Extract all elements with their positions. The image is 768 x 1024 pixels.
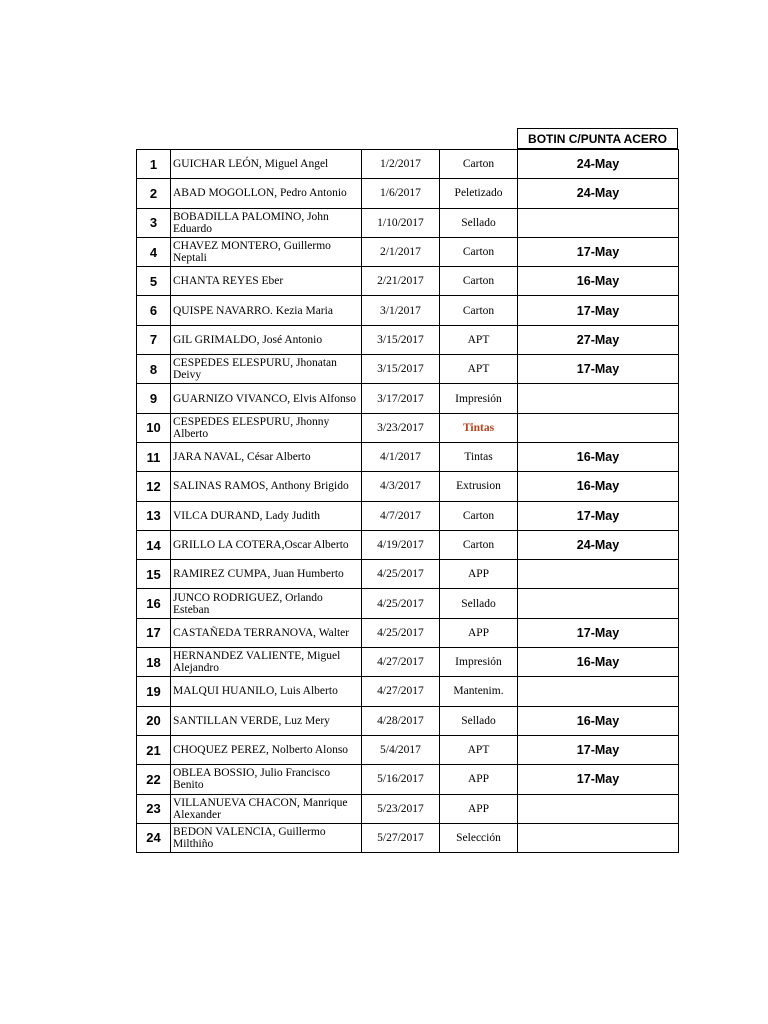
row-number: 19 xyxy=(137,677,171,706)
boot-delivery-date: 16-May xyxy=(518,267,679,296)
employee-name: VILLANUEVA CHACON, Manrique Alexander xyxy=(171,794,362,823)
row-number: 17 xyxy=(137,618,171,647)
work-area: Carton xyxy=(440,150,518,179)
work-area: Carton xyxy=(440,296,518,325)
employee-name: GIL GRIMALDO, José Antonio xyxy=(171,325,362,354)
start-date: 4/3/2017 xyxy=(362,472,440,501)
row-number: 7 xyxy=(137,325,171,354)
work-area: Tintas xyxy=(440,413,518,442)
work-area: APP xyxy=(440,560,518,589)
boot-delivery-date xyxy=(518,823,679,852)
employee-name: GUARNIZO VIVANCO, Elvis Alfonso xyxy=(171,384,362,413)
table-row xyxy=(137,765,679,794)
boot-delivery-date xyxy=(518,677,679,706)
table-row xyxy=(137,560,679,589)
start-date: 3/17/2017 xyxy=(362,384,440,413)
employee-name: BOBADILLA PALOMINO, John Eduardo xyxy=(171,208,362,237)
employee-name: VILCA DURAND, Lady Judith xyxy=(171,501,362,530)
start-date: 4/27/2017 xyxy=(362,648,440,677)
employee-name: CASTAÑEDA TERRANOVA, Walter xyxy=(171,618,362,647)
employee-name: SANTILLAN VERDE, Luz Mery xyxy=(171,706,362,735)
table-row xyxy=(137,179,679,208)
employee-table xyxy=(136,149,679,853)
row-number: 2 xyxy=(137,179,171,208)
employee-name: JUNCO RODRIGUEZ, Orlando Esteban xyxy=(171,589,362,618)
boot-delivery-date xyxy=(518,560,679,589)
work-area: APT xyxy=(440,325,518,354)
table-row xyxy=(137,442,679,471)
employee-name: HERNANDEZ VALIENTE, Miguel Alejandro xyxy=(171,648,362,677)
work-area: Carton xyxy=(440,501,518,530)
table-row xyxy=(137,530,679,559)
start-date: 2/1/2017 xyxy=(362,237,440,266)
work-area: Impresión xyxy=(440,648,518,677)
start-date: 5/4/2017 xyxy=(362,735,440,764)
start-date: 4/28/2017 xyxy=(362,706,440,735)
boot-delivery-date: 16-May xyxy=(518,442,679,471)
row-number: 18 xyxy=(137,648,171,677)
work-area: APT xyxy=(440,735,518,764)
row-number: 14 xyxy=(137,530,171,559)
work-area: APT xyxy=(440,355,518,384)
boot-delivery-date: 16-May xyxy=(518,706,679,735)
start-date: 1/2/2017 xyxy=(362,150,440,179)
work-area: Sellado xyxy=(440,706,518,735)
start-date: 4/25/2017 xyxy=(362,560,440,589)
table-row xyxy=(137,237,679,266)
employee-name: GRILLO LA COTERA,Oscar Alberto xyxy=(171,530,362,559)
employee-name: ABAD MOGOLLON, Pedro Antonio xyxy=(171,179,362,208)
start-date: 5/16/2017 xyxy=(362,765,440,794)
work-area: Carton xyxy=(440,237,518,266)
row-number: 6 xyxy=(137,296,171,325)
table-row xyxy=(137,413,679,442)
table-row xyxy=(137,150,679,179)
work-area: Peletizado xyxy=(440,179,518,208)
work-area: Carton xyxy=(440,267,518,296)
boot-delivery-date: 17-May xyxy=(518,355,679,384)
work-area: Impresión xyxy=(440,384,518,413)
work-area: APP xyxy=(440,765,518,794)
boot-delivery-date: 24-May xyxy=(518,179,679,208)
employee-name: GUICHAR LEÓN, Miguel Angel xyxy=(171,150,362,179)
row-number: 21 xyxy=(137,735,171,764)
employee-name: CESPEDES ELESPURU, Jhonny Alberto xyxy=(171,413,362,442)
start-date: 4/25/2017 xyxy=(362,589,440,618)
boot-delivery-date: 17-May xyxy=(518,296,679,325)
row-number: 15 xyxy=(137,560,171,589)
employee-name: RAMIREZ CUMPA, Juan Humberto xyxy=(171,560,362,589)
boot-delivery-date xyxy=(518,589,679,618)
work-area: APP xyxy=(440,618,518,647)
table-row xyxy=(137,472,679,501)
row-number: 12 xyxy=(137,472,171,501)
boot-delivery-date: 17-May xyxy=(518,237,679,266)
table-row xyxy=(137,618,679,647)
employee-name: CHANTA REYES Eber xyxy=(171,267,362,296)
work-area: Selección xyxy=(440,823,518,852)
boot-delivery-date: 16-May xyxy=(518,472,679,501)
boot-delivery-date: 16-May xyxy=(518,648,679,677)
start-date: 4/27/2017 xyxy=(362,677,440,706)
boot-delivery-date xyxy=(518,413,679,442)
employee-name: JARA NAVAL, César Alberto xyxy=(171,442,362,471)
boot-delivery-date xyxy=(518,794,679,823)
boot-delivery-date: 17-May xyxy=(518,618,679,647)
table-row xyxy=(137,706,679,735)
employee-name: CESPEDES ELESPURU, Jhonatan Deivy xyxy=(171,355,362,384)
start-date: 3/1/2017 xyxy=(362,296,440,325)
boot-delivery-date xyxy=(518,208,679,237)
start-date: 1/10/2017 xyxy=(362,208,440,237)
row-number: 23 xyxy=(137,794,171,823)
employee-name: OBLEA BOSSIO, Julio Francisco Benito xyxy=(171,765,362,794)
boot-column-header: BOTIN C/PUNTA ACERO xyxy=(517,128,678,149)
start-date: 4/25/2017 xyxy=(362,618,440,647)
table-row xyxy=(137,501,679,530)
boot-delivery-date xyxy=(518,384,679,413)
work-area: Tintas xyxy=(440,442,518,471)
table-row xyxy=(137,325,679,354)
table-row xyxy=(137,823,679,852)
row-number: 24 xyxy=(137,823,171,852)
employee-name: SALINAS RAMOS, Anthony Brigido xyxy=(171,472,362,501)
start-date: 5/23/2017 xyxy=(362,794,440,823)
work-area: Extrusion xyxy=(440,472,518,501)
row-number: 1 xyxy=(137,150,171,179)
start-date: 1/6/2017 xyxy=(362,179,440,208)
employee-name: CHOQUEZ PEREZ, Nolberto Alonso xyxy=(171,735,362,764)
start-date: 4/7/2017 xyxy=(362,501,440,530)
row-number: 20 xyxy=(137,706,171,735)
table-row xyxy=(137,735,679,764)
row-number: 10 xyxy=(137,413,171,442)
table-row xyxy=(137,384,679,413)
row-number: 9 xyxy=(137,384,171,413)
work-area: Mantenim. xyxy=(440,677,518,706)
start-date: 5/27/2017 xyxy=(362,823,440,852)
table-row xyxy=(137,208,679,237)
employee-name: BEDON VALENCIA, Guillermo Milthiño xyxy=(171,823,362,852)
table-row xyxy=(137,677,679,706)
table-row xyxy=(137,648,679,677)
boot-delivery-date: 27-May xyxy=(518,325,679,354)
boot-delivery-date: 17-May xyxy=(518,735,679,764)
employee-name: CHAVEZ MONTERO, Guillermo Neptali xyxy=(171,237,362,266)
employee-name: QUISPE NAVARRO. Kezia Maria xyxy=(171,296,362,325)
table-row xyxy=(137,589,679,618)
start-date: 4/19/2017 xyxy=(362,530,440,559)
row-number: 3 xyxy=(137,208,171,237)
start-date: 4/1/2017 xyxy=(362,442,440,471)
row-number: 11 xyxy=(137,442,171,471)
employee-name: MALQUI HUANILO, Luis Alberto xyxy=(171,677,362,706)
row-number: 16 xyxy=(137,589,171,618)
row-number: 13 xyxy=(137,501,171,530)
work-area: Sellado xyxy=(440,589,518,618)
work-area: Sellado xyxy=(440,208,518,237)
row-number: 8 xyxy=(137,355,171,384)
table-row xyxy=(137,794,679,823)
row-number: 4 xyxy=(137,237,171,266)
boot-delivery-date: 24-May xyxy=(518,530,679,559)
row-number: 22 xyxy=(137,765,171,794)
boot-delivery-date: 17-May xyxy=(518,501,679,530)
start-date: 3/15/2017 xyxy=(362,355,440,384)
table-row xyxy=(137,267,679,296)
table-row xyxy=(137,296,679,325)
work-area: APP xyxy=(440,794,518,823)
employee-table-body xyxy=(137,150,679,853)
start-date: 2/21/2017 xyxy=(362,267,440,296)
row-number: 5 xyxy=(137,267,171,296)
table-row xyxy=(137,355,679,384)
work-area: Carton xyxy=(440,530,518,559)
boot-delivery-date: 17-May xyxy=(518,765,679,794)
start-date: 3/23/2017 xyxy=(362,413,440,442)
start-date: 3/15/2017 xyxy=(362,325,440,354)
boot-delivery-date: 24-May xyxy=(518,150,679,179)
